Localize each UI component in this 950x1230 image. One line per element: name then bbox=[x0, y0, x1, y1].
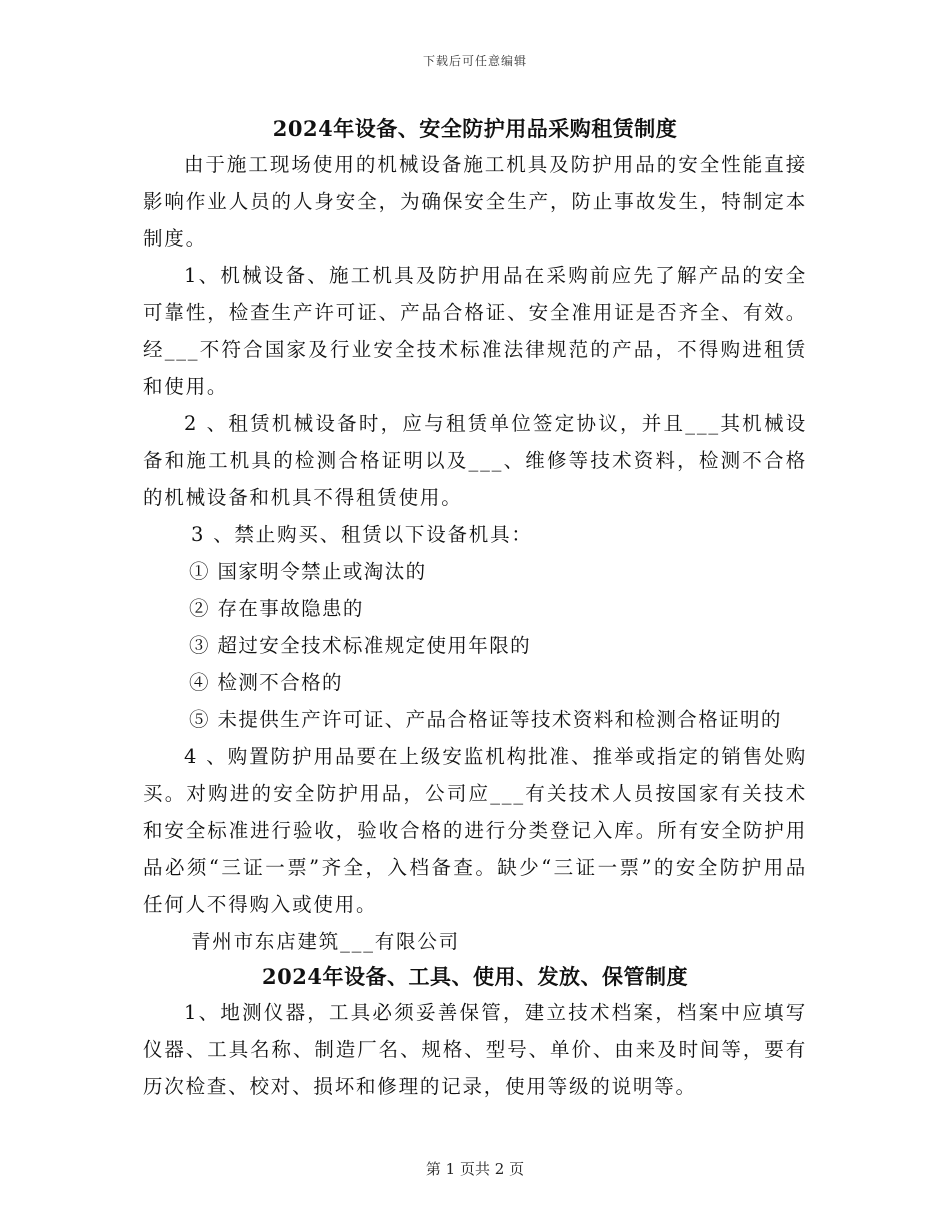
list-item: ④ 检测不合格的 bbox=[189, 671, 343, 694]
section2-title: 2024年设备、工具、使用、发放、保管制度 bbox=[262, 964, 688, 989]
page-number: 第 1 页共 2 页 bbox=[425, 1160, 525, 1178]
header-note: 下载后可任意编辑 bbox=[422, 54, 527, 68]
document-body bbox=[143, 112, 807, 1105]
company-name: 青州市东店建筑___有限公司 bbox=[191, 930, 460, 953]
section1-clause-1: 1、机械设备、施工机具及防护用品在采购前应先了解产品的安全可靠性，检查生产许可证、产品合格证、安全准用证是否齐全、有效。经___不符合国家及行业安全技术标准法律规范的产品，不得购进租赁和使用。 bbox=[143, 264, 807, 398]
section2-clause-1: 1、地测仪器，工具必须妥善保管，建立技术档案，档案中应填写仪器、工具名称、制造厂名、规格、型号、单价、由来及时间等，要有历次检查、校对、损坏和修理的记录，使用等级的说明等。 bbox=[143, 1001, 807, 1098]
section1-clause-3-heading: 3 、禁止购买、租赁以下设备机具： bbox=[191, 523, 533, 546]
list-item: ③ 超过安全技术标准规定使用年限的 bbox=[189, 634, 531, 657]
section1-clause-2: 2 、租赁机械设备时，应与租赁单位签定协议，并且___其机械设备和施工机具的检测合格证明以及___、维修等技术资料，检测不合格的机械设备和机具不得租赁使用。 bbox=[143, 412, 807, 509]
section1-title: 2024年设备、安全防护用品采购租赁制度 bbox=[272, 116, 678, 141]
list-item: ① 国家明令禁止或淘汰的 bbox=[189, 560, 427, 583]
list-item: ⑤ 未提供生产许可证、产品合格证等技术资料和检测合格证明的 bbox=[189, 708, 782, 731]
section1-intro: 由于施工现场使用的机械设备施工机具及防护用品的安全性能直接影响作业人员的人身安全，为确保安全生产，防止事故发生，特制定本制度。 bbox=[143, 153, 807, 250]
list-item: ② 存在事故隐患的 bbox=[189, 597, 364, 620]
section1-clause-4: 4 、购置防护用品要在上级安监机构批准、推举或指定的销售处购买。对购进的安全防护用品，公司应___有关技术人员按国家有关技术和安全标准进行验收，验收合格的进行分类登记入库。所有安全防护用品必须“三证一票”齐全，入档备查。缺少“三证一票”的安全防护用品任何人不得购入或使用。 bbox=[143, 745, 807, 916]
